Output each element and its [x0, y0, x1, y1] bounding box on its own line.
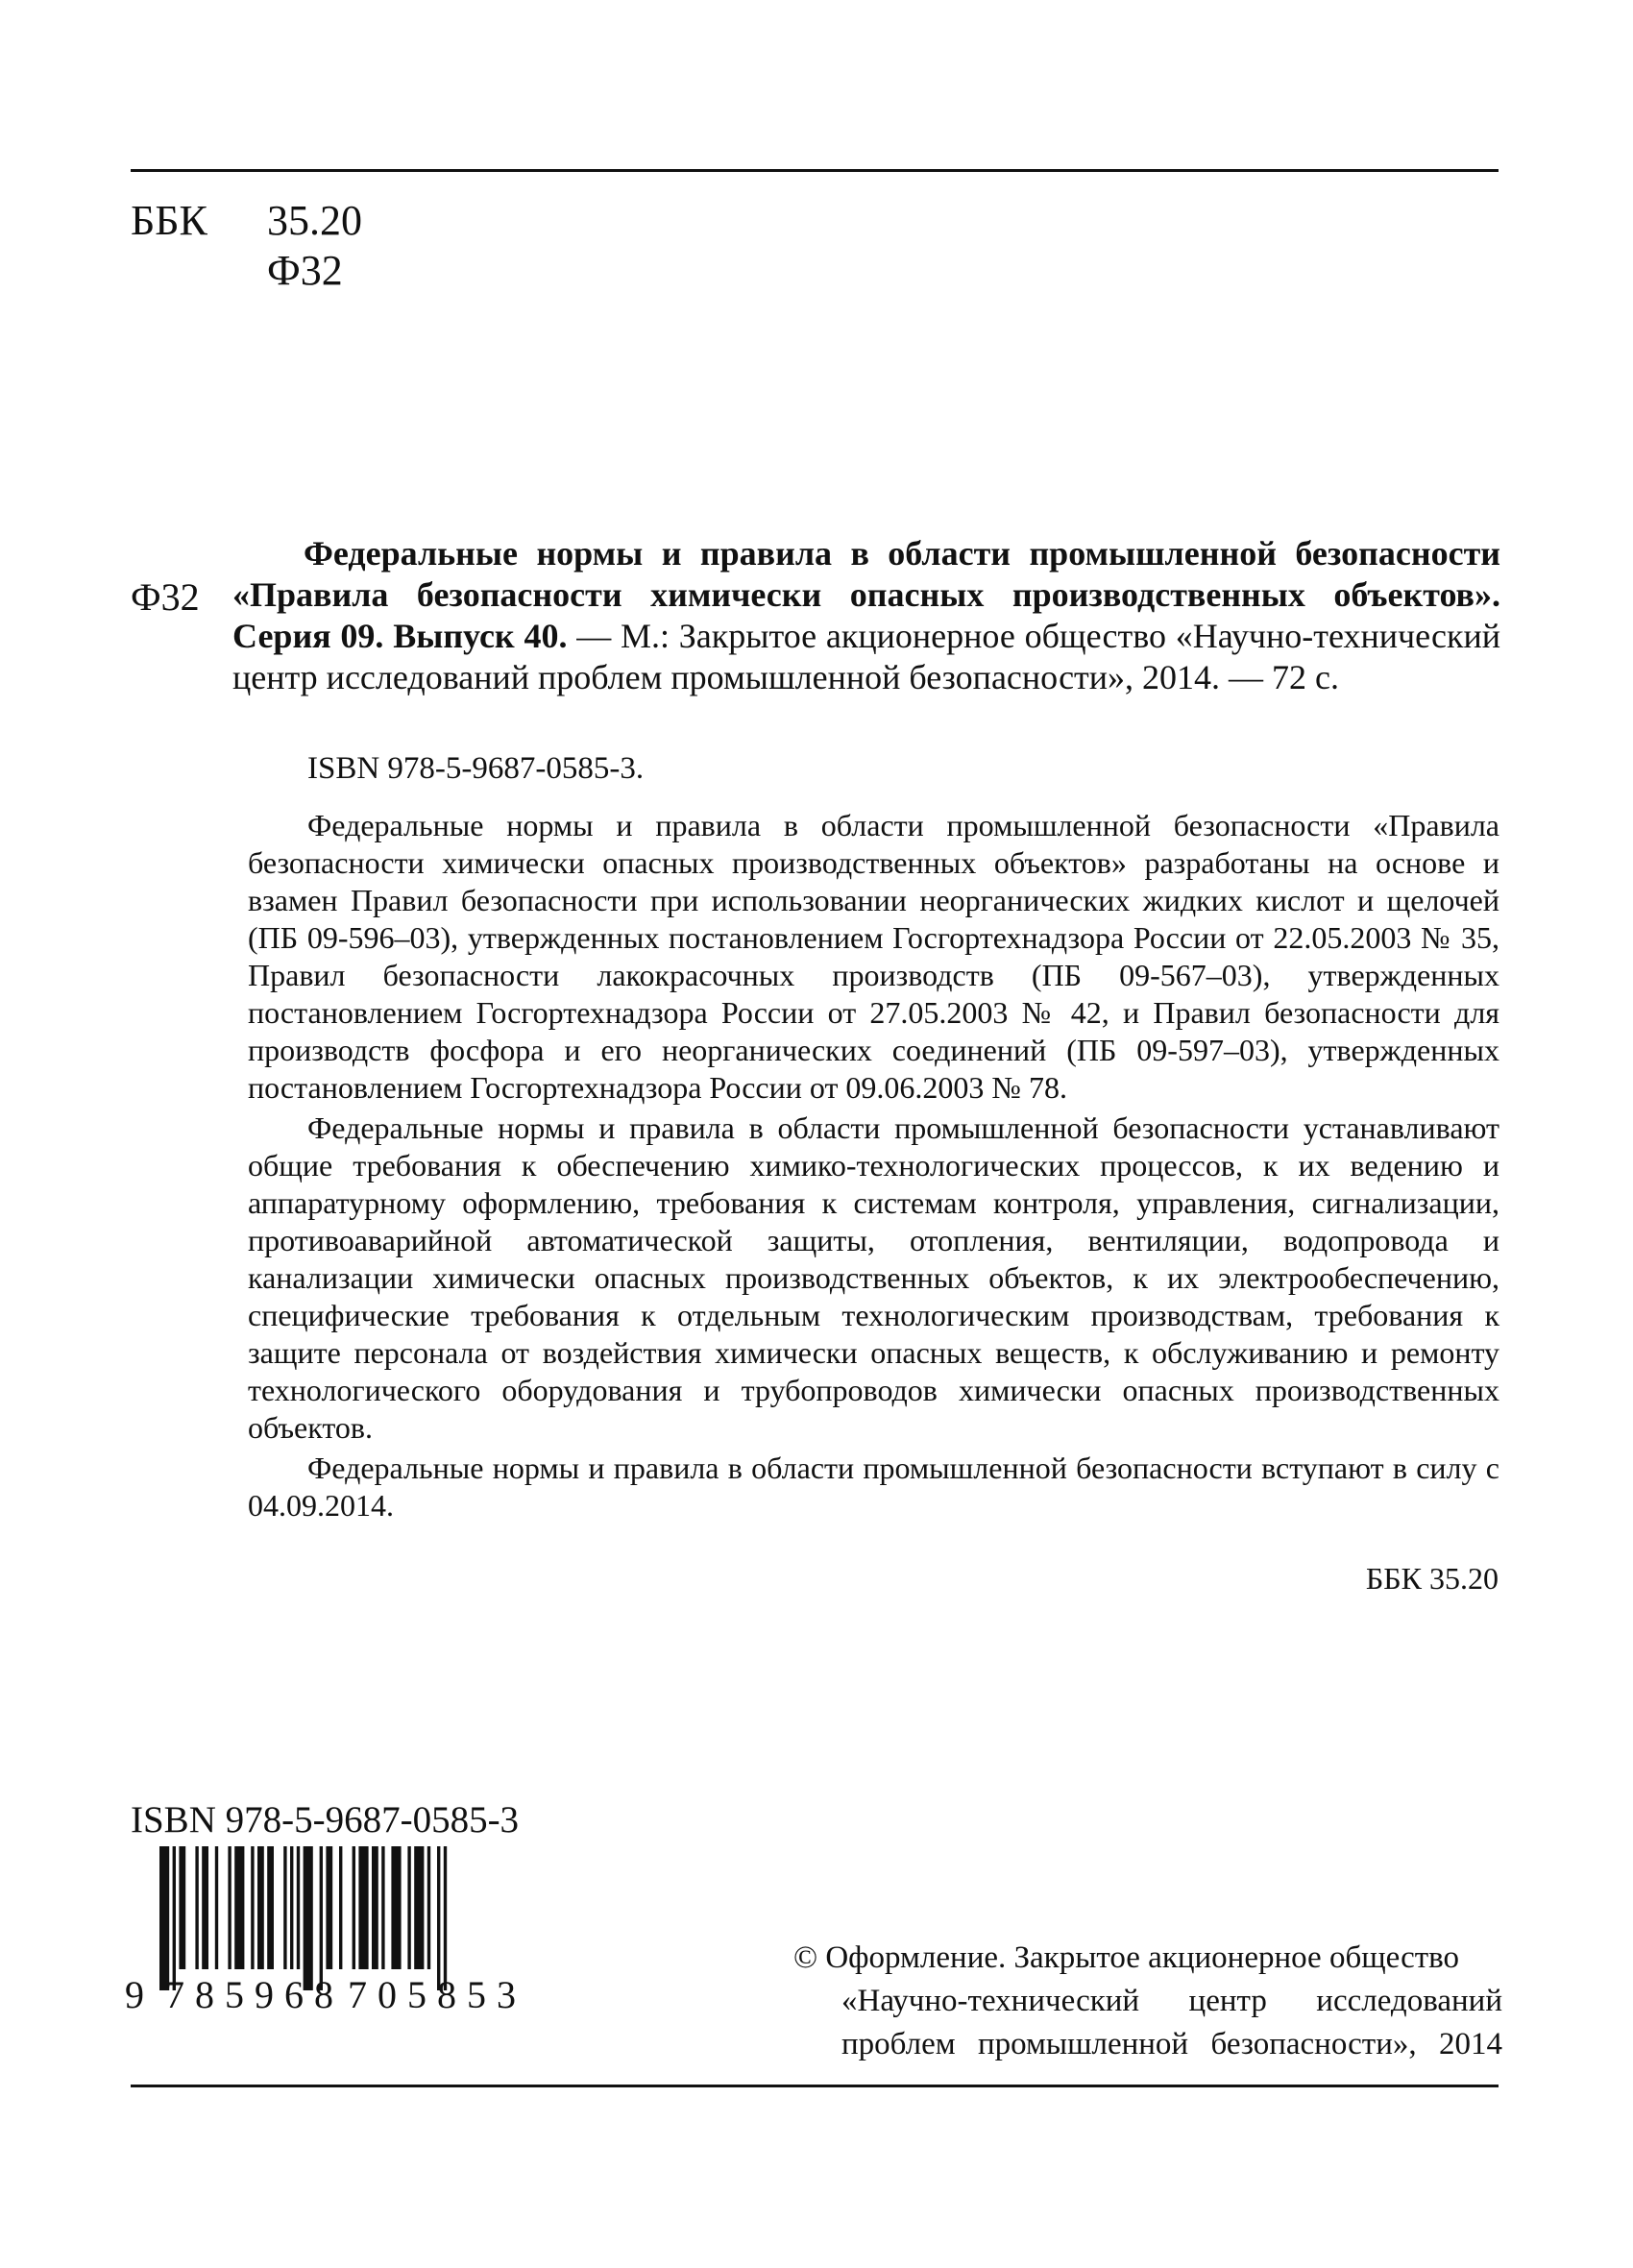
barcode-digit: 7 — [348, 1973, 367, 2016]
barcode-digit: 5 — [407, 1973, 427, 2016]
barcode-bar — [159, 1846, 169, 1990]
barcode-digit: 0 — [378, 1973, 397, 2016]
bibliographic-description — [232, 533, 1500, 698]
copyright-notice — [793, 1937, 1502, 2066]
barcode-digits — [125, 1974, 538, 2022]
barcode-bar — [283, 1846, 286, 1969]
barcode-bar — [297, 1846, 300, 1969]
biblio-title: Федеральные нормы и правила в области промышленной безопасности «Правила безопасности химически опасных производственных объектов». Серия 09. Выпуск 40. — [232, 534, 1500, 655]
barcode-digit: 6 — [284, 1973, 304, 2016]
margin-author-sign: Ф32 — [131, 575, 200, 619]
barcode-bar — [179, 1846, 185, 1969]
barcode-bar — [372, 1846, 378, 1969]
bbk-label: ББК — [131, 197, 207, 244]
barcode-bar — [339, 1846, 342, 1969]
isbn-line: ISBN 978-5-9687-0585-3. — [307, 751, 645, 786]
isbn-barcode — [131, 1846, 534, 1990]
barcode-digit: 9 — [255, 1973, 274, 2016]
abstract-paragraph: Федеральные нормы и правила в области промышленной безопасности устанавливают общие требования к обеспечению химико-технологических процессов, к их ведению и аппаратурному оформлению, требования к системам контроля, управления, сигнализации, противоаварийной автоматической защиты, отопления, вентиляции, водопровода и канализации химически опасных производственных объектов, к их электрообеспечению, специфические требования к отдельным технологическим производствам, требования к защите персонала от воздействия химически опасных веществ, к обслуживанию и ремонту технологического оборудования и трубопроводов химически опасных производственных объектов. — [248, 1110, 1499, 1445]
author-sign-code: Ф32 — [267, 247, 343, 294]
barcode-digit: 8 — [195, 1973, 214, 2016]
barcode-bar — [228, 1846, 231, 1969]
barcode-bar — [251, 1846, 254, 1969]
barcode-bar — [326, 1846, 332, 1969]
barcode-bar — [381, 1846, 384, 1969]
barcode-bar — [353, 1846, 355, 1969]
abstract-paragraph: Федеральные нормы и правила в области промышленной безопасности «Правила безопасности химически опасных производственных объектов» разработаны на основе и взамен Правил безопасности при использовании неорганических жидких кислот и щелочей (ПБ 09-596–03), утвержденных постановлением Госгортехнадзора России от 22.05.2003 № 35, Правил безопасности лакокрасочных производств (ПБ 09-567–03), утвержденных постановлением Госгортехнадзора России от 27.05.2003 № 42, и Правил безопасности для производств фосфора и его неорганических соединений (ПБ 09-597–03), утвержденных постановлением Госгортехнадзора России от 09.06.2003 № 78. — [248, 808, 1499, 1105]
abstract — [248, 807, 1499, 1527]
barcode-bar — [444, 1846, 447, 1990]
barcode-bar — [290, 1846, 293, 1969]
barcode-lead-digit: 9 — [125, 1973, 144, 2016]
copyright-line: © Оформление. Закрытое акционерное общество — [793, 1940, 1460, 1975]
copyright-line: проблем промышленной безопасности», 2014 — [841, 2027, 1502, 2061]
barcode-digit: 3 — [497, 1973, 516, 2016]
barcode-bar — [320, 1846, 323, 1990]
barcode-digit: 7 — [165, 1973, 184, 2016]
barcode-bar — [234, 1846, 244, 1969]
biblio-imprint: — М.: Закрытое акционерное общество «Научно-технический центр исследований проблем промышленной безопасности», 2014. — 72 с. — [232, 617, 1501, 696]
barcode-digit: 8 — [437, 1973, 456, 2016]
barcode-isbn: ISBN 978-5-9687-0585-3 — [131, 1799, 520, 1841]
barcode-digit: 5 — [225, 1973, 244, 2016]
barcode-digit: 5 — [467, 1973, 486, 2016]
barcode-group-left — [165, 1974, 333, 2016]
barcode-bar — [267, 1846, 274, 1969]
bottom-rule — [131, 2085, 1499, 2087]
barcode-bar — [304, 1846, 313, 1990]
barcode-bar — [215, 1846, 218, 1969]
bbk-codes — [267, 196, 362, 296]
barcode-bar — [195, 1846, 198, 1969]
barcode-bar — [202, 1846, 208, 1969]
copyright-line: «Научно-технический центр исследований — [841, 1984, 1502, 2018]
bbk-footer: ББК 35.20 — [1365, 1561, 1499, 1596]
barcode-bar — [414, 1846, 424, 1969]
barcode-bar — [173, 1846, 176, 1990]
barcode-bar — [391, 1846, 401, 1969]
abstract-paragraph: Федеральные нормы и правила в области промышленной безопасности вступают в силу с 04.09.2014. — [248, 1451, 1499, 1523]
barcode-bar — [257, 1846, 264, 1969]
barcode-bar — [358, 1846, 368, 1969]
bbk-code: 35.20 — [267, 197, 362, 244]
barcode-bar — [407, 1846, 410, 1969]
top-rule — [131, 169, 1499, 172]
barcode-bar — [437, 1846, 440, 1990]
barcode-graphic — [131, 1846, 534, 1990]
barcode-bar — [427, 1846, 430, 1969]
barcode-digit: 8 — [314, 1973, 333, 2016]
barcode-group-right — [348, 1974, 516, 2016]
